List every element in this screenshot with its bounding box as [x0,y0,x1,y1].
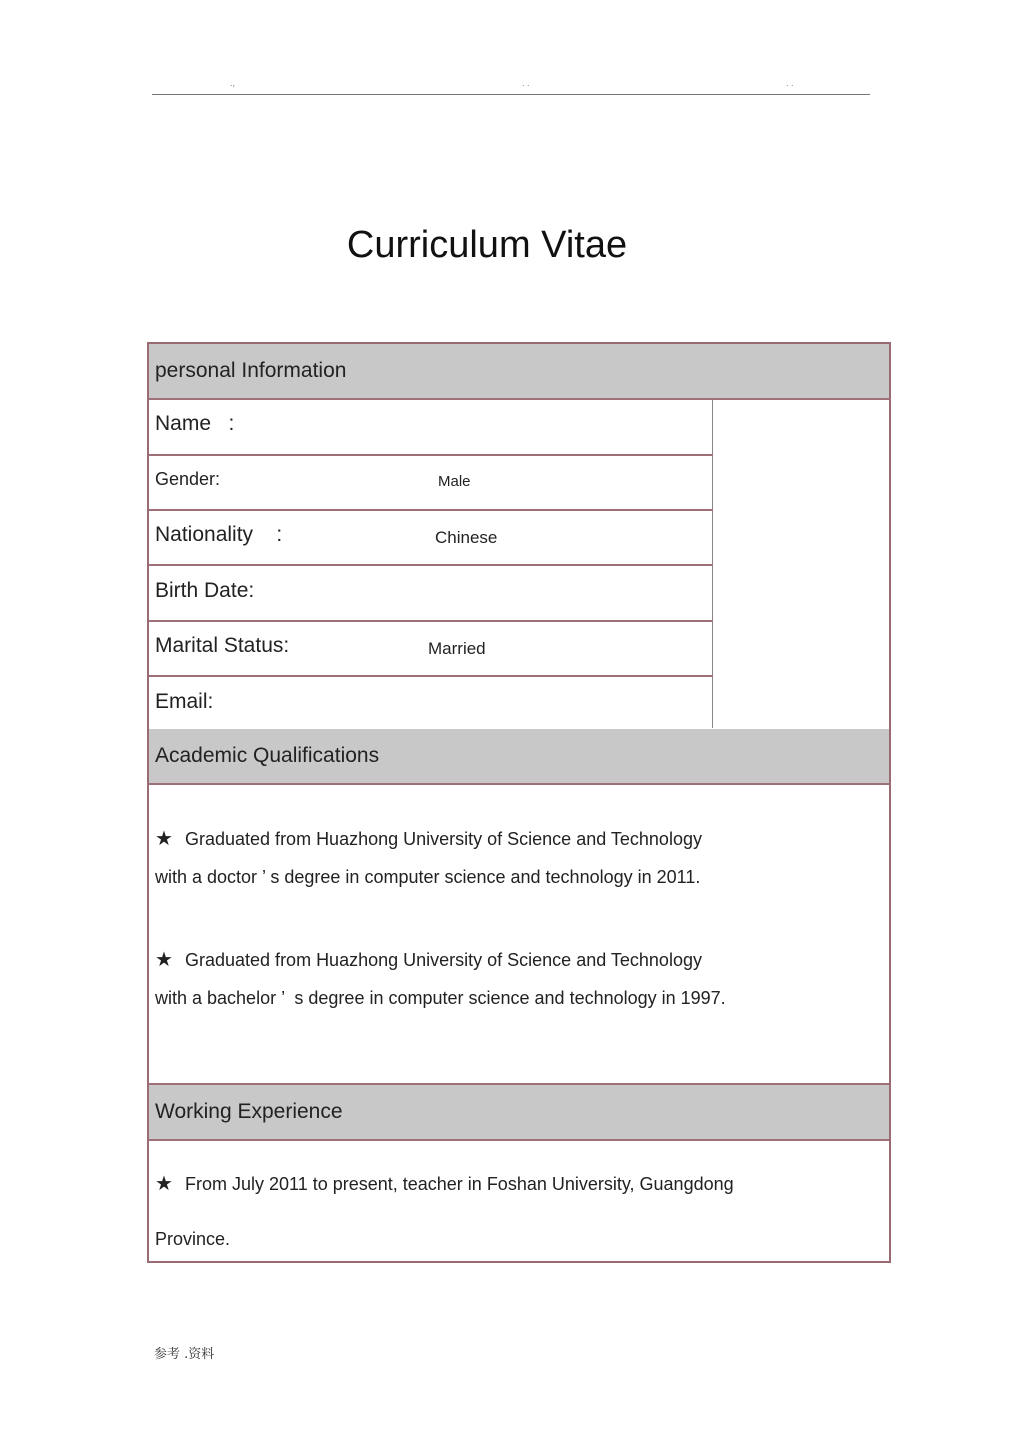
work-item-line2: Province. [155,1229,231,1249]
academic-item-line1: Graduated from Huazhong University of Science and Technology [185,950,702,970]
footer-note: 参考 .资料 [154,1347,215,1362]
academic-item [155,826,702,851]
academic-item-line1: Graduated from Huazhong University of Science and Technology [185,829,702,849]
academic-item-line2: with a bachelor ’ s degree in computer science and technology in 1997. [155,988,726,1008]
nationality-value: Chinese [435,528,498,547]
marital-status-label: Marital Status: [155,634,290,657]
row-divider [149,509,713,511]
email-label: Email: [155,690,214,713]
personal-info-heading: personal Information [149,344,889,398]
row-divider [149,620,713,622]
divider [149,398,889,400]
cv-table [147,342,891,1263]
gender-label: Gender: [155,469,221,489]
star-icon: ★ [155,828,173,850]
gender-value: Male [438,473,471,490]
header-rule [152,94,870,95]
work-item [155,1171,734,1196]
nationality-label: Nationality : [155,523,283,546]
work-heading: Working Experience [149,1085,889,1139]
header-dots-right: . . [786,78,794,88]
row-divider [149,564,713,566]
header-dots-center: . . [522,78,530,88]
work-item-line1: From July 2011 to present, teacher in Foshan University, Guangdong [185,1174,734,1194]
name-label: Name : [155,412,235,435]
academic-heading: Academic Qualifications [149,729,889,783]
divider [149,1139,889,1141]
marital-status-value: Married [428,639,486,658]
row-divider [149,675,713,677]
birth-date-label: Birth Date: [155,579,255,602]
academic-item-line2: with a doctor ’ s degree in computer science and technology in 2011. [155,867,701,887]
academic-item [155,947,702,972]
header-dots-left: ., [230,78,236,88]
star-icon: ★ [155,1173,173,1195]
divider [149,783,889,785]
star-icon: ★ [155,949,173,971]
row-divider [149,454,713,456]
document-title: Curriculum Vitae [346,224,628,266]
